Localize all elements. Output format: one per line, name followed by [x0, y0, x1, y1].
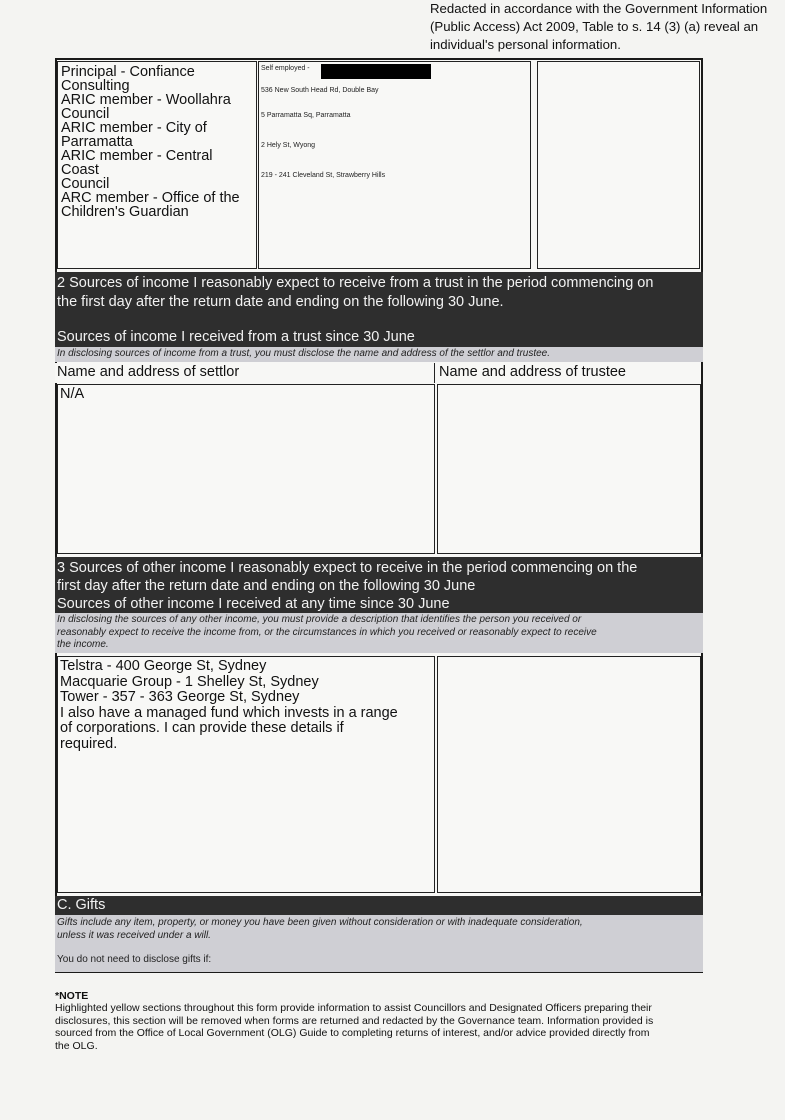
section3-header: [55, 557, 703, 613]
gifts-instruction-line: unless it was received under a will.: [57, 929, 211, 941]
gifts-header: [55, 896, 703, 915]
other-income-box: [57, 656, 435, 893]
section3-subtitle: Sources of other income I received at any time since 30 June: [57, 596, 450, 612]
position-line: ARIC member - Woollahra: [61, 92, 231, 108]
address-line: 2 Hely St, Wyong: [261, 142, 316, 149]
redaction-note: [430, 0, 782, 54]
position-line: ARIC member - City of: [61, 120, 207, 136]
section3-instruction-line: the income.: [57, 639, 109, 650]
note-line: disclosures, this section will be removed when forms are returned and redacted by the Governance team. Information provided is: [55, 1014, 654, 1027]
settlor-value: N/A: [60, 386, 85, 402]
section2-subtitle: Sources of income I received from a trust since 30 June: [57, 329, 415, 345]
address-line: 5 Parramatta Sq, Parramatta: [261, 112, 351, 119]
redaction-note-line: individual's personal information.: [430, 37, 621, 52]
trustee-header: [437, 363, 701, 383]
income-entry: I also have a managed fund which invests in a range: [60, 704, 398, 721]
redaction-note-line: Redacted in accordance with the Government Information: [430, 1, 768, 16]
position-line: Council: [61, 106, 110, 122]
address-line: 219 - 241 Cleveland St, Strawberry Hills: [261, 172, 386, 179]
redaction-note-line: (Public Access) Act 2009, Table to s. 14 (3) (a) reveal an: [430, 19, 759, 34]
addresses-box: [258, 61, 531, 269]
third-column-box: [537, 61, 700, 269]
note-title: *NOTE: [55, 990, 89, 1002]
income-entry: Macquarie Group - 1 Shelley St, Sydney: [60, 673, 319, 690]
section3-title-line: 3 Sources of other income I reasonably expect to receive in the period commencing on the: [57, 560, 638, 576]
section2-header: [55, 272, 703, 347]
trustee-header-text: Name and address of trustee: [439, 364, 626, 380]
other-income-right-box: [437, 656, 701, 893]
section2-title-line: 2 Sources of income I reasonably expect to receive from a trust in the period commencing on: [57, 275, 654, 291]
section3-instruction-line: reasonably expect to receive the income from, or the circumstances in which you received or reasonably expect to receive: [57, 626, 597, 638]
position-line: ARIC member - Central Coast: [61, 148, 213, 178]
position-line: Council: [61, 176, 110, 192]
position-line: Consulting: [61, 78, 130, 94]
address-line: Self employed -: [261, 65, 310, 72]
settlor-header-text: Name and address of settlor: [57, 364, 240, 380]
settlor-header: [55, 363, 435, 383]
position-line: Principal - Confiance: [61, 64, 195, 80]
footer-note: [55, 990, 745, 1052]
position-line: Parramatta: [61, 134, 133, 150]
income-entry: Tower - 357 - 363 George St, Sydney: [60, 689, 300, 705]
position-line: Children's Guardian: [61, 204, 189, 220]
gifts-instruction: [55, 915, 703, 972]
section3-instruction: [55, 613, 703, 653]
position-line: ARC member - Office of the: [61, 190, 240, 206]
section3-title-line: first day after the return date and ending on the following 30 June: [57, 578, 476, 594]
gifts-no-disclose: You do not need to disclose gifts if:: [57, 954, 212, 965]
section2-title-line: the first day after the return date and ending on the following 30 June.: [57, 294, 504, 310]
income-entry: of corporations. I can provide these details if: [60, 720, 344, 736]
gifts-instruction-line: Gifts include any item, property, or money you have been given without consideration or with inadequate consideration,: [57, 917, 583, 928]
section2-instruction-text: In disclosing sources of income from a trust, you must disclose the name and address of the settlor and trustee.: [57, 348, 551, 359]
address-line: 536 New South Head Rd, Double Bay: [261, 87, 379, 94]
settlor-box: [57, 384, 435, 554]
note-line: the OLG.: [55, 1039, 98, 1052]
section2-instruction: [55, 347, 703, 362]
note-line: sourced from the Office of Local Government (OLG) Guide to completing returns of interest, and/or advice provided directly from: [55, 1027, 650, 1039]
trustee-box: [437, 384, 701, 554]
positions-box: [57, 61, 257, 269]
income-entry: Telstra - 400 George St, Sydney: [60, 658, 267, 674]
income-entry: required.: [60, 735, 118, 752]
note-line: Highlighted yellow sections throughout this form provide information to assist Councillors and Designated Officers preparing their: [55, 1002, 652, 1014]
redaction-block: [321, 64, 431, 79]
gifts-title: C. Gifts: [57, 897, 106, 913]
section3-instruction-line: In disclosing the sources of any other income, you must provide a description that identifies the person you received or: [57, 614, 582, 625]
